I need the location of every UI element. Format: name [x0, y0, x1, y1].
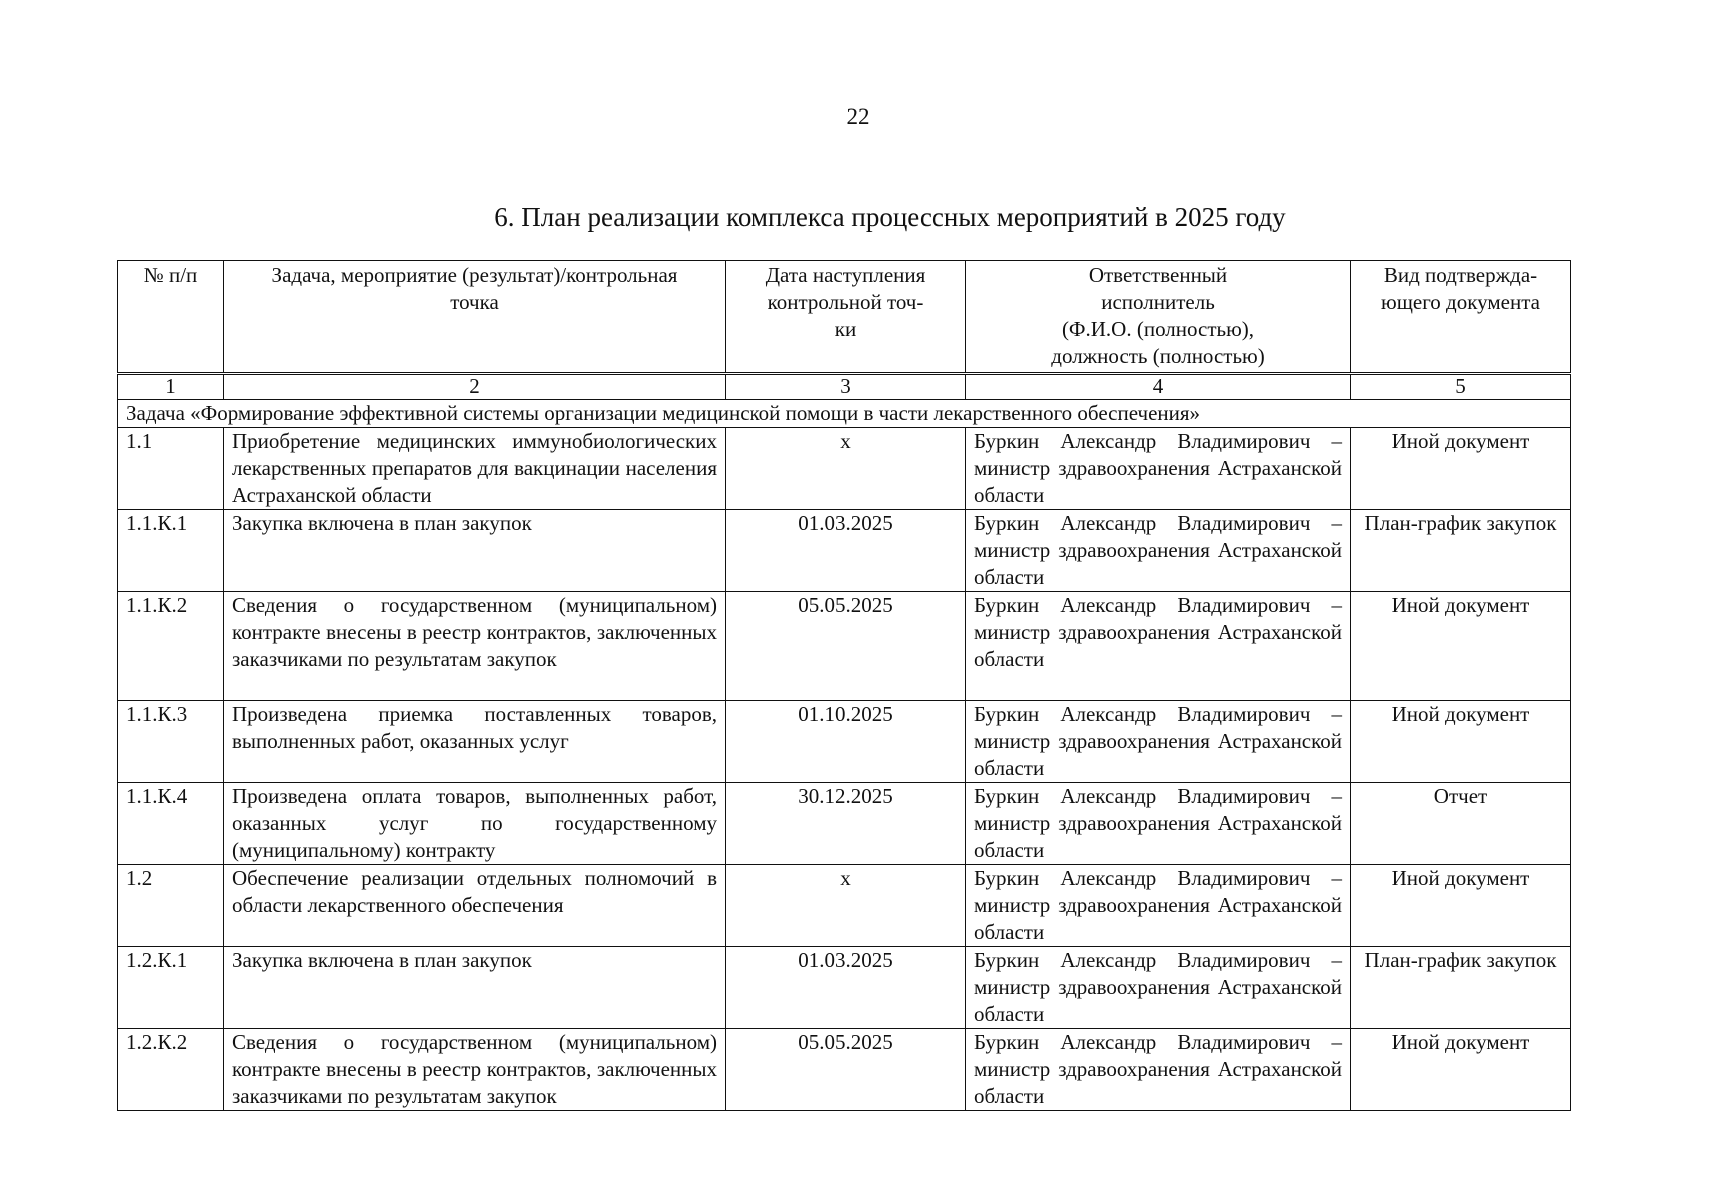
row-date: 05.05.2025	[726, 1029, 966, 1111]
row-document-type: Иной документ	[1351, 701, 1571, 783]
column-number: 2	[224, 374, 726, 400]
row-executor: Буркин Александр Владимирович – министр здравоохранения Астраханской области	[966, 592, 1351, 701]
header-col-2	[224, 261, 726, 374]
row-document-type: Отчет	[1351, 783, 1571, 865]
column-number-row	[118, 374, 1571, 400]
row-number: 1.1.К.2	[118, 592, 224, 701]
row-description: Закупка включена в план закупок	[224, 947, 726, 1029]
row-description: Сведения о государственном (муниципальном) контракте внесены в реестр контрактов, заключенных заказчиками по результатам закупок	[224, 592, 726, 701]
header-col-4	[966, 261, 1351, 374]
header-line: ющего документа	[1381, 290, 1540, 314]
row-date: х	[726, 428, 966, 510]
task-row	[118, 400, 1571, 428]
row-date: 01.10.2025	[726, 701, 966, 783]
row-document-type: Иной документ	[1351, 1029, 1571, 1111]
row-date: 01.03.2025	[726, 947, 966, 1029]
row-description: Закупка включена в план закупок	[224, 510, 726, 592]
column-number: 1	[118, 374, 224, 400]
task-title: Задача «Формирование эффективной системы организации медицинской помощи в части лекарственного обеспечения»	[118, 400, 1571, 428]
table-row	[118, 592, 1571, 701]
row-description: Приобретение медицинских иммунобиологических лекарственных препаратов для вакцинации населения Астраханской области	[224, 428, 726, 510]
column-number: 3	[726, 374, 966, 400]
header-col-5	[1351, 261, 1571, 374]
table-row	[118, 701, 1571, 783]
header-col-1	[118, 261, 224, 374]
row-number: 1.1	[118, 428, 224, 510]
column-number: 5	[1351, 374, 1571, 400]
row-executor: Буркин Александр Владимирович – министр здравоохранения Астраханской области	[966, 510, 1351, 592]
row-date: 30.12.2025	[726, 783, 966, 865]
column-number: 4	[966, 374, 1351, 400]
table-row	[118, 428, 1571, 510]
row-number: 1.2	[118, 865, 224, 947]
row-description: Произведена оплата товаров, выполненных работ, оказанных услуг по государственному (муниципальному) контракту	[224, 783, 726, 865]
document-title: 6. План реализации комплекса процессных мероприятий в 2025 году	[494, 202, 1286, 232]
row-executor: Буркин Александр Владимирович – министр здравоохранения Астраханской области	[966, 783, 1351, 865]
row-number: 1.1.К.1	[118, 510, 224, 592]
row-document-type: Иной документ	[1351, 592, 1571, 701]
row-number: 1.1.К.4	[118, 783, 224, 865]
row-date: 01.03.2025	[726, 510, 966, 592]
table-row	[118, 1029, 1571, 1111]
table-row	[118, 865, 1571, 947]
header-line: ки	[834, 317, 857, 341]
row-document-type: Иной документ	[1351, 428, 1571, 510]
row-executor: Буркин Александр Владимирович – министр здравоохранения Астраханской области	[966, 865, 1351, 947]
row-executor: Буркин Александр Владимирович – министр здравоохранения Астраханской области	[966, 701, 1351, 783]
row-description: Сведения о государственном (муниципальном) контракте внесены в реестр контрактов, заключенных заказчиками по результатам закупок	[224, 1029, 726, 1111]
header-line: (Ф.И.О. (полностью),	[1061, 317, 1255, 341]
header-line: Ответственный	[1088, 263, 1228, 287]
row-description: Обеспечение реализации отдельных полномочий в области лекарственного обеспечения	[224, 865, 726, 947]
header-col-3	[726, 261, 966, 374]
header-line: исполнитель	[1101, 290, 1215, 314]
row-document-type: Иной документ	[1351, 865, 1571, 947]
row-number: 1.2.К.2	[118, 1029, 224, 1111]
header-line: должность (полностью)	[1051, 344, 1265, 368]
header-line: контрольной точ-	[767, 290, 924, 314]
row-executor: Буркин Александр Владимирович – министр здравоохранения Астраханской области	[966, 1029, 1351, 1111]
row-number: 1.2.К.1	[118, 947, 224, 1029]
header-line: точка	[450, 290, 499, 314]
header-row	[118, 261, 1571, 374]
row-description: Произведена приемка поставленных товаров, выполненных работ, оказанных услуг	[224, 701, 726, 783]
table-row	[118, 783, 1571, 865]
row-date: 05.05.2025	[726, 592, 966, 701]
plan-table	[117, 260, 1571, 1111]
row-executor: Буркин Александр Владимирович – министр здравоохранения Астраханской области	[966, 428, 1351, 510]
row-executor: Буркин Александр Владимирович – министр здравоохранения Астраханской области	[966, 947, 1351, 1029]
table-row	[118, 947, 1571, 1029]
header-line: Вид подтвержда-	[1383, 263, 1538, 287]
header-line: № п/п	[143, 263, 198, 287]
header-line: Дата наступления	[765, 263, 926, 287]
row-date: х	[726, 865, 966, 947]
row-number: 1.1.К.3	[118, 701, 224, 783]
page-number: 22	[846, 104, 870, 129]
table-row	[118, 510, 1571, 592]
row-document-type: План-график закупок	[1351, 947, 1571, 1029]
header-line: Задача, мероприятие (результат)/контрольная	[271, 263, 678, 287]
row-document-type: План-график закупок	[1351, 510, 1571, 592]
